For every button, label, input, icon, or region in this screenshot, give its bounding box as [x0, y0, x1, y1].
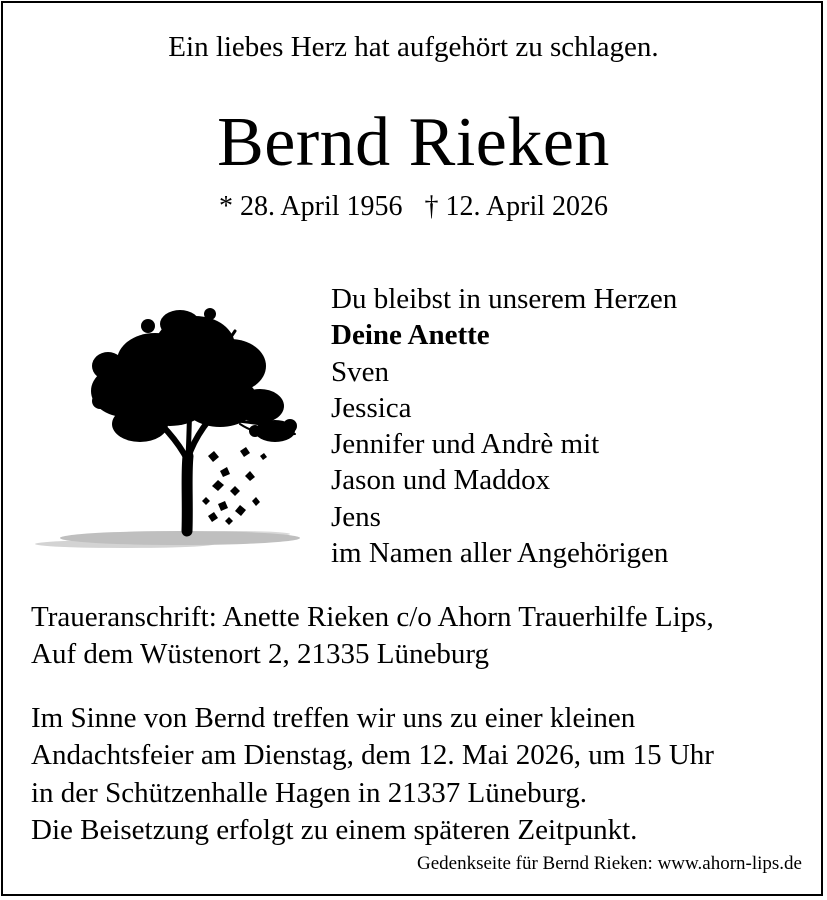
family-line: Jessica [331, 391, 412, 424]
birth-date: * 28. April 1956 [218, 191, 403, 222]
address-line: Traueranschrift: Anette Rieken c/o Ahorn Trauerhilfe Lips, [31, 601, 714, 633]
family-signature [331, 281, 677, 571]
tree-icon [30, 306, 310, 566]
family-line: Du bleibst in unserem Herzen [331, 283, 678, 315]
service-details [31, 700, 714, 849]
family-line-spouse: Deine Anette [331, 319, 490, 352]
falling-leaves [202, 447, 267, 525]
family-line: Jennifer und Andrè mit [331, 428, 600, 461]
tree-foliage [91, 308, 297, 442]
family-line: im Namen aller Angehörigen [331, 537, 669, 570]
tree-shadow [35, 531, 300, 548]
service-line: Im Sinne von Bernd treffen wir uns zu einer kleinen [31, 702, 636, 734]
family-line: Sven [331, 355, 389, 388]
family-line: Jason und Maddox [331, 464, 551, 497]
death-date: † 12. April 2026 [424, 191, 609, 222]
address-line: Auf dem Wüstenort 2, 21335 Lüneburg [31, 638, 490, 671]
deceased-name: Bernd Rieken [217, 104, 610, 181]
memorial-page-note: Gedenkseite für Bernd Rieken: www.ahorn-lips.de [417, 853, 802, 874]
mourning-address [31, 599, 714, 674]
service-line: Andachtsfeier am Dienstag, dem 12. Mai 2026, um 15 Uhr [31, 739, 714, 772]
family-line: Jens [331, 500, 381, 533]
service-line: Die Beisetzung erfolgt zu einem späteren Zeitpunkt. [31, 813, 638, 846]
service-line: in der Schützenhalle Hagen in 21337 Lüneburg. [31, 776, 587, 809]
life-dates [0, 193, 827, 221]
intro-text: Ein liebes Herz hat aufgehört zu schlagen. [168, 31, 659, 63]
